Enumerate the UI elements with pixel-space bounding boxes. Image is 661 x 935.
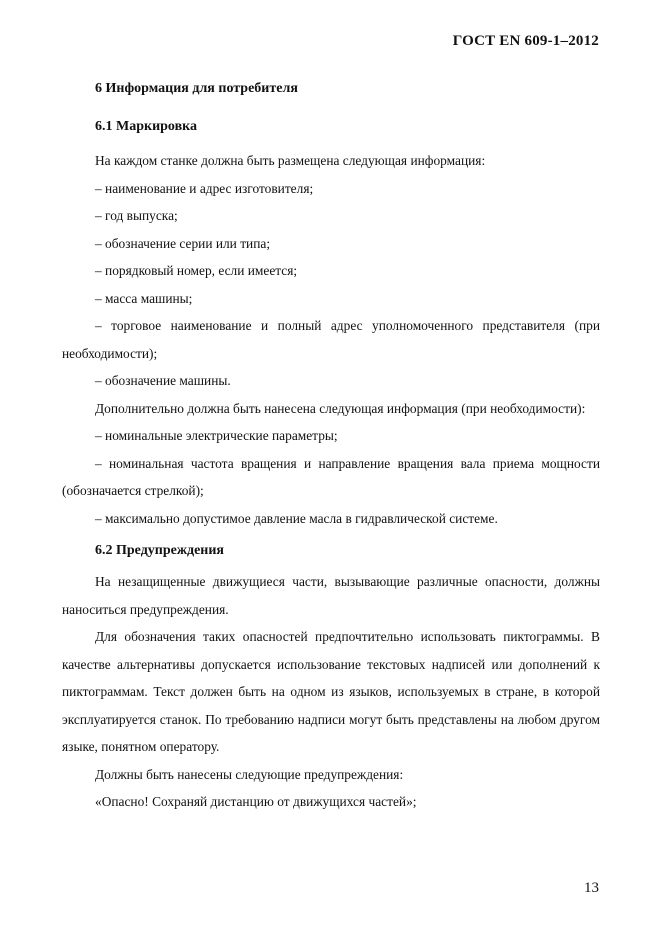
document-code-header: ГОСТ EN 609-1–2012 [452, 33, 599, 49]
warnings-paragraph-1: На незащищенные движущиеся части, вызывающие различные опасности, должны наноситься предупреждения. [62, 574, 600, 617]
subsection-heading-warnings: 6.2 Предупреждения [95, 543, 225, 558]
additional-item-2: – номинальная частота вращения и направление вращения вала приема мощности (обозначается стрелкой); [62, 455, 600, 498]
additional-item-3: – максимально допустимое давление масла в гидравлической системе. [95, 510, 498, 526]
section-heading: 6 Информация для потребителя [95, 81, 298, 96]
marking-item-4: – порядковый номер, если имеется; [95, 263, 298, 278]
marking-item-5: – масса машины; [95, 290, 193, 306]
marking-item-2: – год выпуска; [95, 208, 178, 223]
additional-info-intro: Дополнительно должна быть нанесена следующая информация (при необходимости): [95, 400, 586, 416]
page-content [62, 78, 600, 816]
marking-item-3: – обозначение серии или типа; [95, 235, 271, 251]
warnings-paragraph-3: Должны быть нанесены следующие предупреждения: [95, 766, 404, 782]
warnings-paragraph-2: Для обозначения таких опасностей предпочтительно использовать пиктограммы. В качестве альтернативы допускается использование текстовых надписей или дополнений к пиктограммам. Текст должен быть на одном из языков, используемых в стране, в которой эксплуатируется станок. По требованию надписи могут быть представлены на любом другом языке, понятном оператору. [62, 629, 600, 754]
additional-item-1: – номинальные электрические параметры; [95, 428, 338, 443]
marking-intro: На каждом станке должна быть размещена следующая информация: [95, 153, 486, 168]
marking-item-7: – обозначение машины. [95, 373, 231, 388]
subsection-heading-marking: 6.1 Маркировка [95, 119, 197, 134]
marking-item-1: – наименование и адрес изготовителя; [95, 180, 314, 196]
page-number: 13 [584, 880, 599, 896]
marking-item-6: – торговое наименование и полный адрес уполномоченного представителя (при необходимости); [62, 318, 600, 361]
warnings-paragraph-4: «Опасно! Сохраняй дистанцию от движущихся частей»; [95, 794, 417, 809]
